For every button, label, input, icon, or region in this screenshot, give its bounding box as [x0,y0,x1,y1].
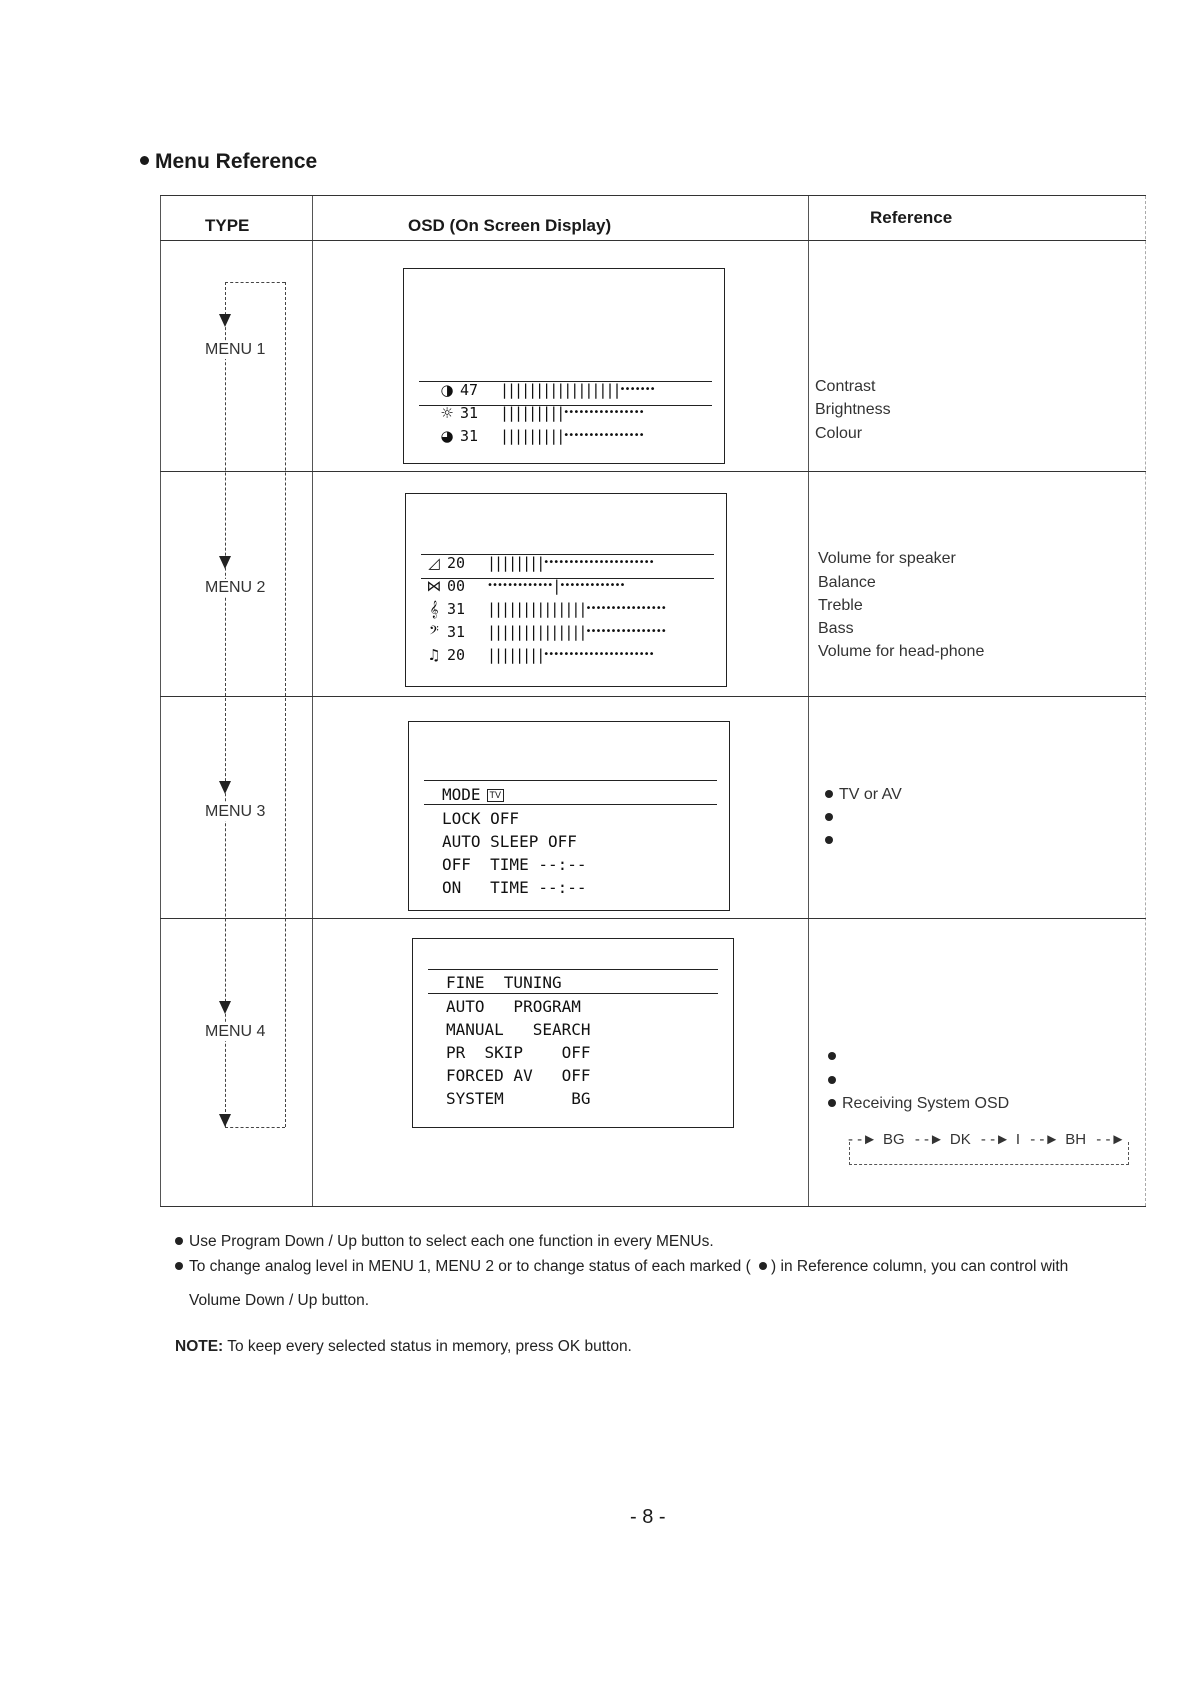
osd-level-bar: ||||||||||||||•••••••••••••••• [487,623,666,641]
chain-bottom-connector [225,1127,285,1128]
bullet-icon [828,1099,836,1107]
osd-forced-av-line: FORCED AV OFF [446,1066,591,1085]
bullet-icon [140,156,149,165]
note-label: NOTE: [175,1338,224,1355]
ref-colour: Colour [815,425,863,442]
bullet-icon [828,1052,836,1060]
osd-level-bar: ||||||||•••••••••••••••••••••• [487,646,654,664]
ref-mode [825,786,902,804]
bullet-icon [759,1262,767,1270]
col-header-osd: OSD (On Screen Display) [408,216,612,235]
row-separator-1 [160,471,1146,472]
osd-level-row [421,600,666,618]
row-separator-2 [160,696,1146,697]
arrow-down-icon [219,1114,231,1127]
headphone-icon: ♫ [427,646,441,664]
heading-text: Menu Reference [155,150,318,173]
system-dk: DK [949,1131,971,1148]
system-i: I [1015,1131,1021,1148]
osd-separator [428,969,718,970]
osd-level-value: 47 [460,381,479,399]
contrast-icon: ◑ [440,381,454,399]
section-heading [140,150,317,174]
bullet-icon [825,790,833,798]
ref-volume-headphone: Volume for head-phone [818,643,985,660]
note-volume-control: To change analog level in MENU 1, MENU 2 or to change status of each marked ( ) in Reference column, you can control with [175,1258,1068,1276]
volume-icon: ◿ [428,554,440,572]
balance-icon: ⋈ [426,577,442,595]
bullet-icon [175,1237,183,1245]
osd-screen-menu-1 [403,268,725,464]
ref-brightness: Brightness [815,401,891,418]
osd-off-time-line: OFF TIME --:-- [442,855,587,874]
osd-level-row [434,404,644,422]
note-text: To keep every selected status in memory, press OK button. [223,1338,632,1355]
ref-mode-text: TV or AV [839,786,902,803]
osd-screen-menu-4 [412,938,734,1128]
ref-system [828,1095,1009,1113]
osd-system-line: SYSTEM BG [446,1089,591,1108]
osd-mode-line [442,785,504,804]
osd-separator [424,780,717,781]
ref-contrast: Contrast [815,378,876,395]
osd-level-row [421,646,654,664]
tv-badge: TV [487,789,505,802]
ref-volume-speaker: Volume for speaker [818,550,956,567]
osd-separator [424,804,717,805]
osd-auto-sleep-line: AUTO SLEEP OFF [442,832,577,851]
system-bh: BH [1065,1131,1087,1148]
page-number: - 8 - [630,1506,666,1528]
arrow-down-icon [219,1001,231,1014]
brightness-icon: ☼ [440,404,454,422]
osd-level-value: 31 [460,427,479,445]
chain-return-line [285,282,286,1127]
osd-level-value: 31 [447,600,466,618]
arrow-down-icon [219,781,231,794]
menu-1-label: MENU 1 [205,341,266,358]
osd-level-row [434,427,644,445]
menu-reference-table [160,195,1146,1207]
col-divider-osd [808,196,809,1206]
osd-pr-skip-line: PR SKIP OFF [446,1043,591,1062]
osd-level-row [421,623,666,641]
chain-top-connector [225,282,285,283]
bullet-icon [825,836,833,844]
osd-level-bar: |||||||||•••••••••••••••• [500,404,644,422]
note-volume-button: Volume Down / Up button. [189,1292,370,1309]
osd-mode-text: MODE [442,785,481,804]
osd-level-bar: |||||||||•••••••••••••••• [500,427,644,445]
osd-on-time-line: ON TIME --:-- [442,878,587,897]
note-program-button: Use Program Down / Up button to select each one function in every MENUs. [175,1233,714,1251]
bass-icon: 𝄢 [429,623,439,641]
col-header-reference: Reference [870,208,953,227]
osd-level-value: 20 [447,554,466,572]
menu-3-label: MENU 3 [205,803,266,820]
header-separator [160,240,1146,241]
colour-icon: ◕ [440,427,454,445]
col-divider-type [312,196,313,1206]
osd-level-value: 00 [447,577,466,595]
osd-screen-menu-2 [405,493,727,687]
osd-level-bar: |||||||||||||||||••••••• [500,381,655,399]
bullet-icon [825,813,833,821]
table-left-border [160,196,161,1206]
ref-system-text: Receiving System OSD [842,1095,1010,1112]
arrow-down-icon [219,556,231,569]
osd-level-row [421,577,625,595]
col-header-type: TYPE [205,216,250,235]
osd-level-value: 31 [460,404,479,422]
table-right-border [1145,196,1146,1206]
osd-level-bar: •••••••••••••|••••••••••••• [487,577,625,595]
menu-2-label: MENU 2 [205,579,266,596]
osd-level-value: 31 [447,623,466,641]
bullet-icon [828,1076,836,1084]
ref-pr-skip [828,1048,842,1066]
osd-auto-program-line: AUTO PROGRAM [446,997,581,1016]
menu-4-label: MENU 4 [205,1023,266,1040]
osd-lock-line: LOCK OFF [442,809,520,828]
ref-auto-sleep [825,832,839,850]
arrow-down-icon [219,314,231,327]
bullet-icon [175,1262,183,1270]
osd-level-row [434,381,655,399]
osd-fine-tuning-line: FINE TUNING [446,973,562,992]
ref-forced-av [828,1072,842,1090]
treble-icon: 𝄞 [429,600,439,618]
system-sequence: - -► BG - -► DK - -► I - -► BH - -► [848,1131,1126,1148]
system-sequence-loop [849,1142,1129,1165]
osd-screen-menu-3 [408,721,730,911]
osd-level-row [421,554,654,572]
ref-lock [825,809,839,827]
ref-bass: Bass [818,620,854,637]
note-memory [175,1338,632,1356]
osd-level-bar: ||||||||•••••••••••••••••••••• [487,554,654,572]
ref-treble: Treble [818,597,863,614]
osd-level-bar: ||||||||||||||•••••••••••••••• [487,600,666,618]
osd-separator [428,993,718,994]
row-separator-3 [160,918,1146,919]
system-bg: BG [883,1131,905,1148]
ref-balance: Balance [818,574,876,591]
osd-manual-search-line: MANUAL SEARCH [446,1020,591,1039]
osd-level-value: 20 [447,646,466,664]
